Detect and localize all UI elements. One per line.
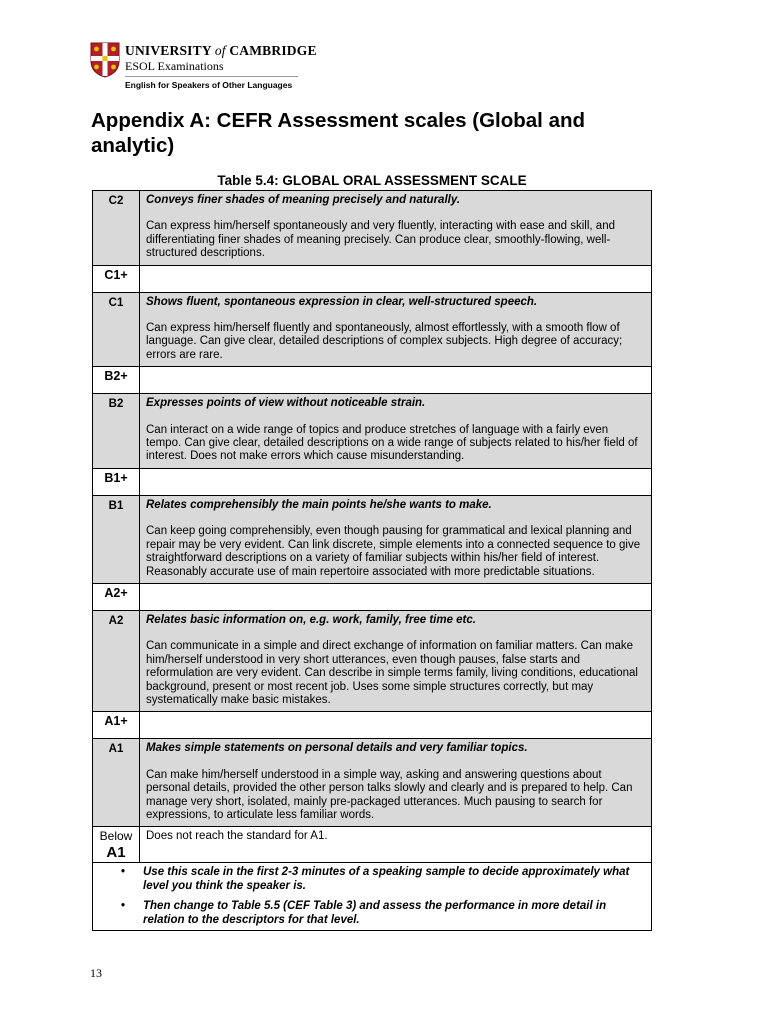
descriptor-detail: Can make him/herself understood in a simple way, asking and answering questions about personal details, provided the other person talks slowly and clearly and is prepared to help. Can manage very short, isolated, mainly pre-packaged utterances. Much pausing to search for expressions, to articulate less familiar words.	[146, 768, 633, 821]
level-row	[93, 610, 652, 711]
descriptor-summary: Makes simple statements on personal details and very familiar topics.	[146, 742, 528, 755]
level-label: C1	[93, 292, 140, 367]
note-text: Then change to Table 5.5 (CEF Table 3) and assess the performance in more detail in relation to the descriptors for that level.	[143, 900, 607, 926]
level-label: B2	[93, 394, 140, 469]
level-label: A2	[93, 610, 140, 711]
university-name: UNIVERSITY of CAMBRIDGE	[125, 43, 317, 58]
level-label: B2+	[93, 367, 140, 394]
level-row	[93, 292, 652, 367]
level-descriptor-empty	[140, 468, 652, 495]
logo-tagline: English for Speakers of Other Languages	[125, 80, 293, 90]
below-label: Below	[99, 829, 133, 844]
level-label: C1+	[93, 265, 140, 292]
table-title: Table 5.4: GLOBAL ORAL ASSESSMENT SCALE	[217, 173, 527, 188]
level-descriptor-empty	[140, 265, 652, 292]
level-descriptor-empty	[140, 712, 652, 739]
level-row	[93, 495, 652, 583]
below-descriptor: Does not reach the standard for A1.	[140, 827, 652, 863]
level-label: C2	[93, 191, 140, 266]
plus-level-row	[93, 583, 652, 610]
descriptor-detail: Can interact on a wide range of topics and produce stretches of language with a fairly even tempo. Can give clear, detailed descriptions on a wide range of subjects related to his/her field of interest. Does not make errors which cause misunderstanding.	[146, 423, 638, 463]
descriptor-detail: Can keep going comprehensibly, even though pausing for grammatical and lexical planning and repair may be very evident. Can link discrete, simple elements into a connected sequence to give straightforward descriptions on a variety of familiar subjects within his/her field of interest. Reasonably accurate use of main repertoire associated with more predictable situations.	[146, 525, 641, 578]
descriptor-summary: Relates basic information on, e.g. work, family, free time etc.	[146, 613, 476, 626]
descriptor-summary: Relates comprehensibly the main points he/she wants to make.	[146, 498, 492, 511]
note-item	[121, 866, 641, 893]
descriptor-detail: Can express him/herself spontaneously and very fluently, interacting with ease and skill, and differentiating finer shades of meaning precisely. Can produce clear, smoothly-flowing, well-structured descriptions.	[146, 220, 615, 260]
descriptor-summary: Conveys finer shades of meaning precisely and naturally.	[146, 194, 461, 206]
plus-level-row	[93, 712, 652, 739]
page-heading: Appendix A: CEFR Assessment scales (Global and analytic)	[91, 109, 586, 157]
note-text: Use this scale in the first 2-3 minutes of a speaking sample to decide approximately what level you think the speaker is.	[143, 866, 630, 892]
level-label: A2+	[93, 583, 140, 610]
level-label	[93, 827, 140, 863]
university-shield-icon	[90, 42, 120, 78]
logo-divider	[125, 76, 298, 77]
note-item	[121, 900, 641, 927]
level-descriptor	[140, 292, 652, 367]
bullet-icon: •	[121, 866, 126, 879]
level-descriptor-empty	[140, 583, 652, 610]
level-descriptor-empty	[140, 367, 652, 394]
below-level: A1	[106, 844, 126, 862]
level-descriptor	[140, 191, 652, 266]
level-row	[93, 739, 652, 827]
descriptor-detail: Can express him/herself fluently and spontaneously, almost effortlessly, with a smooth flow of language. Can give clear, detailed descriptions of complex subjects. High degree of accuracy; errors are rare.	[146, 322, 623, 361]
level-row	[93, 191, 652, 266]
level-label: A1	[93, 739, 140, 827]
cambridge-esol-logo	[90, 42, 317, 92]
descriptor-summary: Expresses points of view without noticeable strain.	[146, 397, 426, 410]
level-label: A1+	[93, 712, 140, 739]
level-descriptor	[140, 394, 652, 469]
notes-row	[93, 863, 652, 931]
usage-notes	[93, 863, 652, 931]
esol-label: ESOL Examinations	[125, 59, 224, 73]
page-number: 13	[90, 966, 102, 980]
plus-level-row	[93, 367, 652, 394]
level-label: B1+	[93, 468, 140, 495]
descriptor-summary: Shows fluent, spontaneous expression in clear, well-structured speech.	[146, 295, 538, 308]
plus-level-row	[93, 265, 652, 292]
level-descriptor	[140, 495, 652, 583]
bullet-icon: •	[121, 900, 126, 913]
level-descriptor	[140, 610, 652, 711]
plus-level-row	[93, 468, 652, 495]
notes-list	[119, 866, 641, 927]
below-a1-row	[93, 827, 652, 863]
level-descriptor	[140, 739, 652, 827]
descriptor-detail: Can communicate in a simple and direct exchange of information on familiar matters. Can make him/herself understood in very short utterances, even though pauses, false starts and reformulation are very evident. Can describe in simple terms family, living conditions, educational background, present or most recent job. Uses some simple structures correctly, but may systematically make basic mistakes.	[146, 640, 638, 706]
global-oral-assessment-table	[92, 190, 652, 931]
level-label: B1	[93, 495, 140, 583]
level-row	[93, 394, 652, 469]
